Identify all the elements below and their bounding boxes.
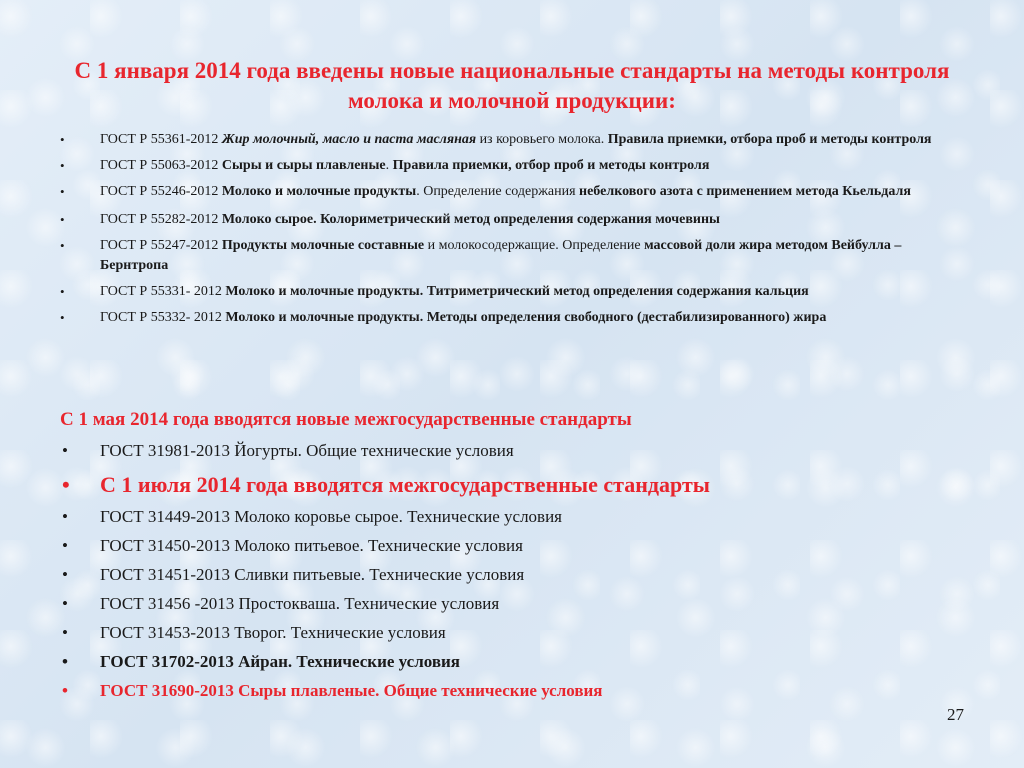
july-standards-list (58, 472, 963, 709)
bullet: • (62, 623, 68, 642)
part-3: небелкового азота с применением метода Кьельдаля (579, 184, 911, 199)
part-0: ГОСТ Р 55247-2012 (100, 238, 222, 253)
part-3: Правила приемки, отбора проб и методы контроля (607, 132, 932, 147)
part-1: Молоко сырое. Колориметрический метод определения содержания мочевины (221, 212, 720, 227)
july-standard-item (58, 564, 963, 593)
standard-text: ГОСТ 31702-2013 Айран. Технические условия (100, 652, 460, 671)
july-standard-item (58, 506, 963, 535)
page-number: 27 (947, 705, 964, 724)
standard-text: ГОСТ 31449-2013 Молоко коровье сырое. Технические условия (100, 507, 563, 526)
bullet: • (62, 441, 68, 460)
bullet: • (62, 594, 68, 613)
standard-text (100, 212, 720, 227)
standard-text (100, 310, 826, 325)
standard-text: ГОСТ 31451-2013 Сливки питьевые. Технические условия (100, 565, 525, 584)
part-2: . Определение содержания (416, 184, 580, 199)
standard-text (100, 132, 932, 147)
standard-text (100, 184, 911, 199)
bullet: • (62, 565, 68, 584)
bullet: • (62, 652, 68, 671)
bullet: • (62, 681, 68, 700)
part-1: Молоко и молочные продукты. Титриметрический метод определения содержания кальция (225, 284, 809, 299)
july-standard-item (58, 651, 963, 680)
standard-text: ГОСТ 31456 -2013 Простокваша. Технические условия (100, 594, 500, 613)
national-standard-item (58, 308, 963, 328)
bullet: • (60, 284, 65, 299)
bullet: • (62, 536, 68, 555)
part-1: Сыры и сыры плавленые (221, 158, 386, 173)
part-0: ГОСТ Р 55332- 2012 (100, 310, 226, 325)
bullet: • (60, 132, 65, 147)
national-standard-item (58, 236, 963, 276)
standard-text (100, 284, 809, 299)
part-1: Молоко и молочные продукты (221, 184, 417, 199)
standard-text: ГОСТ 31453-2013 Творог. Технические условия (100, 623, 446, 642)
part-2: и молокосодержащие. Определение (424, 238, 645, 253)
national-standard-item (58, 182, 963, 202)
july-standard-item (58, 593, 963, 622)
standard-text (100, 238, 901, 273)
bullet: • (60, 310, 65, 325)
standard-text: ГОСТ 31690-2013 Сыры плавленые. Общие технические условия (100, 681, 603, 700)
july-heading-item (58, 472, 963, 506)
slide-title: С 1 января 2014 года введены новые национальные стандарты на методы контроля молока и молочной продукции: (74, 58, 950, 113)
part-0: ГОСТ Р 55331- 2012 (100, 284, 226, 299)
standard-text: ГОСТ 31981-2013 Йогурты. Общие технические условия (100, 441, 514, 460)
bullet: • (62, 472, 70, 497)
part-1: Жир молочный, масло и паста масляная (221, 132, 477, 147)
part-3: Правила приемки, отбор проб и методы контроля (392, 158, 710, 173)
part-1: Молоко и молочные продукты. Методы определения свободного (дестабилизированного) жира (225, 310, 827, 325)
bullet: • (60, 184, 65, 199)
part-2: . (385, 158, 393, 173)
national-standard-item (58, 156, 963, 176)
part-3: массовой доли жира методом Вейбулла – Бернтропа (100, 238, 902, 273)
part-0: ГОСТ Р 55246-2012 (100, 184, 222, 199)
national-standards-list (58, 130, 963, 328)
national-standard-item (58, 210, 963, 230)
may-standards-list (58, 440, 963, 469)
part-0: ГОСТ Р 55361-2012 (100, 132, 222, 147)
july-heading: С 1 июля 2014 года вводятся межгосударственные стандарты (100, 472, 710, 497)
standard-text (100, 158, 709, 173)
may-heading: С 1 мая 2014 года вводятся новые межгосударственные стандарты (60, 409, 632, 430)
may-standard-item (58, 440, 963, 469)
national-standard-item (58, 130, 963, 150)
part-0: ГОСТ Р 55282-2012 (100, 212, 222, 227)
part-0: ГОСТ Р 55063-2012 (100, 158, 222, 173)
july-standard-item (58, 622, 963, 651)
july-standard-item (58, 680, 963, 709)
bullet: • (60, 212, 65, 227)
bullet: • (60, 158, 65, 173)
bullet: • (60, 238, 65, 253)
part-1: Продукты молочные составные (221, 238, 425, 253)
july-standard-item (58, 535, 963, 564)
national-standard-item (58, 282, 963, 302)
bullet: • (62, 507, 68, 526)
part-2: из коровьего молока. (476, 132, 608, 147)
standard-text: ГОСТ 31450-2013 Молоко питьевое. Технические условия (100, 536, 523, 555)
